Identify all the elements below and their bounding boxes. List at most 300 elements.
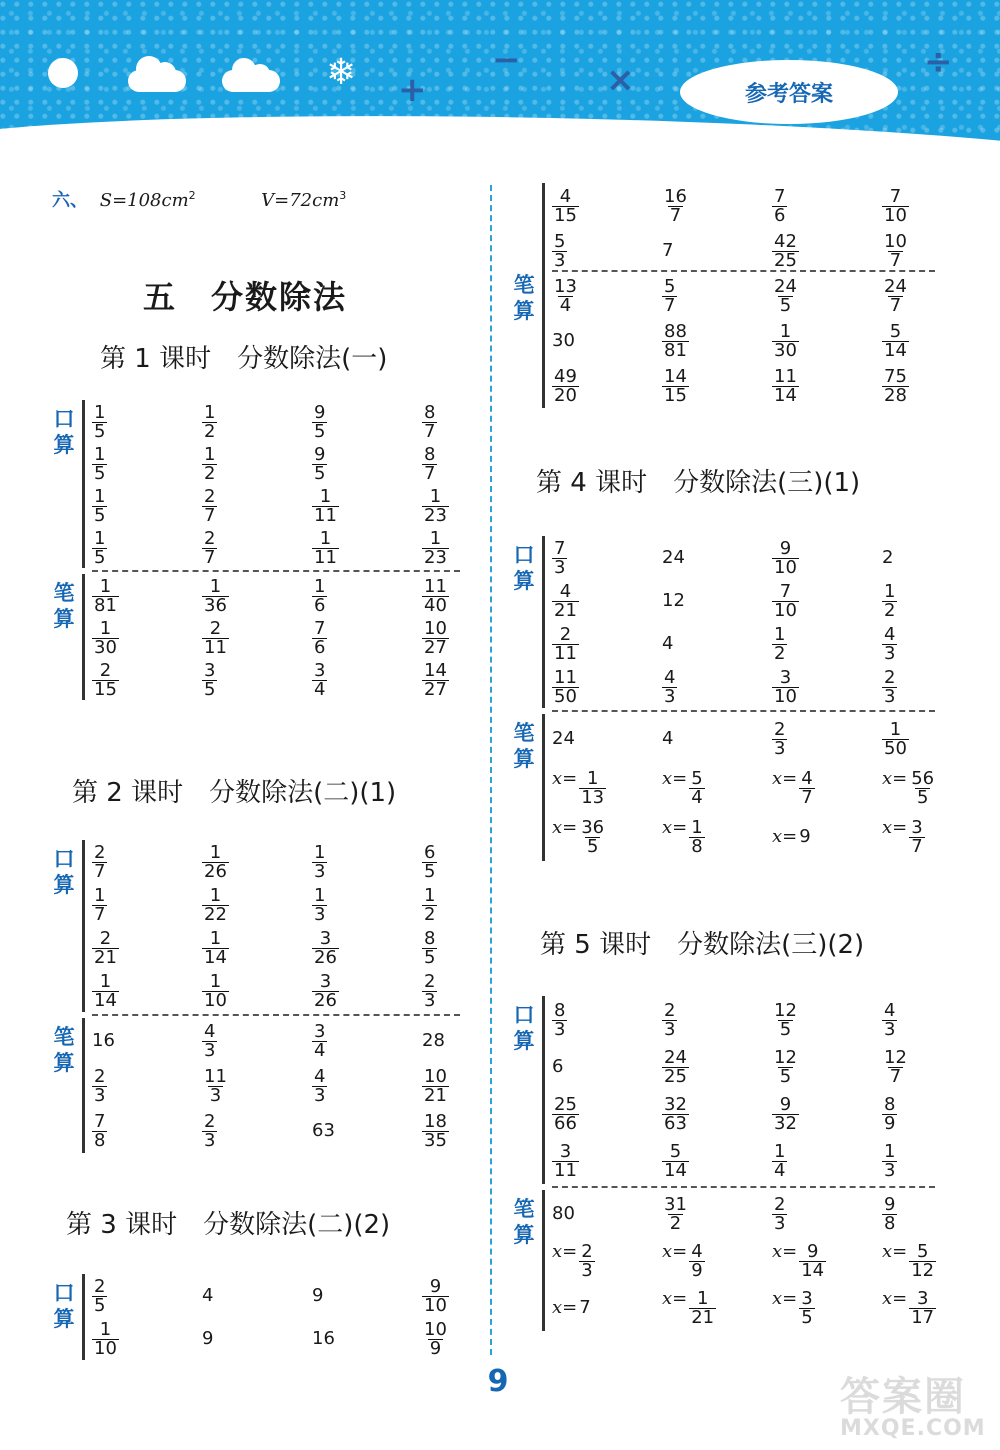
answer-cell — [552, 996, 567, 1043]
numerator: 11 — [204, 1066, 227, 1087]
fraction — [312, 401, 327, 442]
section-bracket-line — [82, 400, 85, 568]
fraction — [662, 669, 677, 706]
section-bracket-line — [542, 183, 545, 408]
numerator: 9 — [314, 443, 326, 465]
answer-cell — [882, 1190, 897, 1237]
integer-value: 80 — [552, 1203, 575, 1224]
denominator: 10 — [94, 1338, 117, 1359]
numerator: 10 — [424, 1319, 447, 1340]
numerator: 1 — [314, 842, 326, 863]
fraction — [312, 930, 339, 967]
numerator: 12 — [774, 1000, 797, 1021]
fraction — [312, 443, 327, 484]
answer-cell — [312, 526, 339, 568]
denominator: 3 — [554, 250, 566, 271]
fraction — [662, 188, 689, 225]
fraction — [312, 1068, 327, 1105]
answer-cell — [202, 969, 229, 1012]
exponent: 2 — [188, 189, 196, 202]
fraction — [552, 278, 579, 315]
answer-cell — [422, 840, 437, 883]
answer-cell — [92, 1317, 119, 1360]
variable-x: x= — [772, 768, 798, 789]
denominator: 5 — [204, 678, 216, 700]
answer-cell — [882, 812, 925, 861]
fraction — [422, 844, 437, 881]
denominator: 7 — [801, 787, 813, 808]
fraction — [202, 1068, 229, 1105]
fraction — [579, 770, 606, 807]
answer-cell — [92, 969, 119, 1012]
fraction — [882, 583, 897, 620]
denominator: 7 — [204, 546, 216, 568]
numerator: 1 — [94, 485, 106, 507]
answer-six — [52, 186, 346, 212]
fraction — [882, 669, 897, 706]
numerator: 1 — [99, 617, 112, 639]
section-separator — [92, 570, 460, 572]
answer-cell — [662, 622, 673, 665]
denominator: 15 — [554, 205, 577, 226]
numerator: 2 — [774, 719, 786, 740]
answer-badge: 参考答案 — [680, 60, 898, 124]
variable-x: x= — [552, 1241, 578, 1262]
answer-cell — [772, 363, 799, 408]
numerator: 18 — [424, 1111, 447, 1132]
answer-cell — [422, 616, 449, 658]
answer-cell — [202, 1063, 229, 1108]
denominator: 8 — [691, 836, 703, 857]
fraction — [772, 1143, 787, 1180]
numerator: 49 — [554, 366, 577, 387]
answer-cell — [422, 1274, 449, 1317]
numerator: 75 — [884, 366, 907, 387]
exponent: 3 — [339, 189, 347, 202]
answer-cell — [422, 883, 437, 926]
numerator: 1 — [314, 885, 326, 906]
numerator: 13 — [554, 276, 577, 297]
fraction — [772, 626, 787, 663]
integer-value: 28 — [422, 1030, 445, 1051]
denominator: 7 — [94, 861, 106, 882]
variable-x: x= — [552, 817, 578, 838]
denominator: 11 — [314, 546, 337, 568]
variable-x: x= — [882, 1241, 908, 1262]
numerator: 1 — [884, 1141, 896, 1162]
numerator: 1 — [424, 885, 436, 906]
fraction — [909, 1243, 936, 1280]
fraction — [422, 575, 449, 616]
answer-cell — [552, 228, 567, 273]
denominator: 4 — [774, 1160, 786, 1181]
numerator: 3 — [319, 928, 332, 949]
answer-cell — [422, 442, 437, 484]
header-curve — [0, 104, 1000, 251]
section-separator — [552, 1186, 935, 1188]
answer-cell — [882, 1043, 909, 1090]
fraction — [689, 819, 704, 856]
fraction — [579, 1243, 594, 1280]
denominator: 3 — [774, 1213, 786, 1234]
denominator: 10 — [884, 205, 907, 226]
fraction — [662, 1143, 689, 1180]
numerator: 1 — [779, 321, 792, 342]
answer-cell — [772, 1190, 787, 1237]
numerator: 1 — [884, 581, 896, 602]
section-separator — [92, 1014, 460, 1016]
fraction — [202, 887, 229, 924]
denominator: 5 — [801, 1307, 813, 1328]
fraction — [92, 1068, 107, 1105]
denominator: 11 — [554, 643, 577, 664]
numerator: 1 — [209, 842, 222, 863]
denominator: 14 — [664, 1160, 687, 1181]
numerator: 4 — [884, 624, 896, 645]
numerator: 24 — [664, 1047, 687, 1068]
answer-cell — [882, 1237, 936, 1284]
surface-area-value: S=108cm — [99, 190, 189, 211]
fraction — [662, 1002, 677, 1039]
answer-cell — [92, 400, 107, 442]
answer-cell — [92, 574, 119, 616]
numerator: 24 — [884, 276, 907, 297]
written-calc-label: 笔 算 — [53, 581, 75, 631]
fraction — [202, 527, 217, 568]
written-calc-label: 笔 算 — [513, 1197, 535, 1247]
chapter-title: 五 分数除法 — [142, 278, 347, 316]
variable-x: x= — [882, 768, 908, 789]
answer-cell — [92, 926, 119, 969]
answer-cell — [882, 763, 936, 812]
denominator: 11 — [204, 636, 227, 658]
denominator: 3 — [581, 1260, 593, 1281]
denominator: 14 — [801, 1260, 825, 1281]
variable-x: x= — [882, 1288, 908, 1309]
numerator: 1 — [204, 443, 216, 465]
fraction — [909, 1290, 936, 1327]
numerator: 9 — [314, 401, 326, 423]
denominator: 63 — [664, 1113, 687, 1134]
answer-cell — [662, 1284, 716, 1331]
fraction — [202, 844, 229, 881]
denominator: 15 — [664, 385, 687, 406]
numerator: 1 — [209, 928, 222, 949]
numerator: 4 — [801, 768, 813, 789]
denominator: 5 — [586, 836, 599, 857]
denominator: 4 — [691, 787, 703, 808]
denominator: 28 — [884, 385, 907, 406]
answer-cell — [422, 400, 437, 442]
fraction — [882, 1143, 897, 1180]
written-calc-label: 笔 算 — [53, 1025, 75, 1075]
fraction — [552, 188, 579, 225]
numerator: 2 — [559, 624, 572, 645]
denominator: 81 — [94, 594, 117, 616]
answer-cell — [552, 318, 575, 363]
section-separator — [552, 710, 935, 712]
fraction — [202, 575, 229, 616]
variable-x: x= — [772, 1288, 798, 1309]
variable-x: x= — [662, 1288, 688, 1309]
denominator: 3 — [554, 557, 566, 578]
denominator: 30 — [94, 636, 117, 658]
numerator: 8 — [424, 401, 436, 423]
lesson-title: 第 2 课时 分数除法(二)(1) — [72, 778, 397, 808]
denominator: 10 — [774, 600, 797, 621]
numerator: 1 — [696, 1288, 709, 1309]
fraction — [772, 1002, 799, 1039]
denominator: 12 — [911, 1260, 935, 1281]
denominator: 81 — [664, 340, 687, 361]
numerator: 56 — [911, 768, 935, 789]
fraction — [662, 1049, 689, 1086]
numerator: 2 — [99, 659, 112, 681]
numerator: 3 — [559, 1141, 572, 1162]
answer-cell — [662, 1043, 689, 1090]
numerator: 8 — [424, 928, 436, 949]
section-bracket-line — [82, 1274, 85, 1360]
denominator: 3 — [664, 686, 676, 707]
denominator: 50 — [554, 686, 577, 707]
answer-cell — [552, 363, 579, 408]
denominator: 3 — [204, 1040, 216, 1061]
variable-x: x= — [662, 817, 688, 838]
answer-cell — [662, 183, 689, 228]
fraction — [202, 617, 229, 658]
numerator: 9 — [779, 538, 792, 559]
denominator: 36 — [204, 594, 227, 616]
answer-cell — [312, 1063, 327, 1108]
fraction — [422, 1278, 449, 1315]
denominator: 21 — [94, 947, 117, 968]
numerator: 7 — [889, 186, 902, 207]
fraction — [799, 1243, 826, 1280]
answer-cell — [662, 536, 685, 579]
denominator: 5 — [779, 1019, 792, 1040]
fraction — [689, 1290, 716, 1327]
fraction — [909, 770, 936, 807]
fraction — [552, 233, 567, 270]
denominator: 5 — [779, 1066, 792, 1087]
numerator: 4 — [314, 1066, 326, 1087]
answer-cell — [662, 763, 705, 812]
numerator: 8 — [884, 1094, 896, 1115]
column-divider — [490, 185, 492, 1355]
answer-six-label: 六、 — [52, 190, 88, 211]
denominator: 26 — [314, 990, 337, 1011]
fraction — [882, 368, 909, 405]
numerator: 2 — [204, 1111, 216, 1132]
numerator: 7 — [779, 581, 792, 602]
answer-cell — [882, 579, 897, 622]
fraction — [772, 1049, 799, 1086]
fraction — [92, 844, 107, 881]
watermark-logo — [840, 1365, 990, 1445]
denominator: 30 — [774, 340, 797, 361]
fraction — [92, 1278, 107, 1315]
fraction — [422, 443, 437, 484]
answer-cell — [662, 273, 677, 318]
denominator: 7 — [669, 205, 682, 226]
answer-cell — [552, 273, 579, 318]
numerator: 4 — [884, 1000, 896, 1021]
fraction — [92, 527, 107, 568]
denominator: 14 — [774, 385, 797, 406]
numerator: 2 — [99, 928, 112, 949]
denominator: 3 — [664, 1019, 676, 1040]
answer-cell — [772, 1043, 799, 1090]
answer-cell — [772, 812, 811, 861]
fraction — [92, 930, 119, 967]
numerator: 2 — [204, 527, 216, 549]
answer-cell — [312, 574, 327, 616]
fraction — [92, 1321, 119, 1358]
fraction — [772, 1096, 799, 1133]
denominator: 7 — [889, 250, 902, 271]
answer-cell — [92, 1274, 107, 1317]
answer-cell — [202, 1018, 217, 1063]
fraction — [422, 617, 449, 658]
denominator: 25 — [774, 250, 797, 271]
fraction — [662, 368, 689, 405]
numerator: 14 — [664, 366, 687, 387]
denominator: 5 — [94, 1295, 106, 1316]
fraction — [92, 887, 107, 924]
fraction — [92, 443, 107, 484]
answer-cell — [202, 883, 229, 926]
denominator: 14 — [884, 340, 907, 361]
answer-cell — [552, 1237, 595, 1284]
numerator: 1 — [691, 817, 703, 838]
denominator: 5 — [94, 504, 106, 526]
answer-cell — [202, 840, 229, 883]
fraction — [882, 1002, 897, 1039]
numerator: 1 — [99, 1319, 112, 1340]
denominator: 7 — [664, 295, 676, 316]
answer-cell — [552, 665, 579, 708]
answer-cell — [882, 273, 909, 318]
header-banner — [0, 0, 1000, 165]
answer-cell — [312, 658, 327, 700]
answer-cell — [772, 714, 787, 763]
numerator: 36 — [581, 817, 605, 838]
denominator: 5 — [314, 420, 326, 442]
numerator: 1 — [429, 485, 442, 507]
fraction — [909, 819, 924, 856]
denominator: 3 — [314, 1085, 326, 1106]
answer-cell — [92, 484, 107, 526]
fraction — [882, 1049, 909, 1086]
numerator: 3 — [314, 1021, 326, 1042]
denominator: 7 — [424, 462, 436, 484]
fraction — [772, 669, 799, 706]
section-bracket-line — [542, 996, 545, 1184]
numerator: 4 — [691, 1241, 703, 1262]
fraction — [799, 770, 814, 807]
numerator: 5 — [554, 231, 566, 252]
answer-cell — [772, 579, 799, 622]
numerator: 2 — [204, 485, 216, 507]
divide-icon: ÷ — [924, 42, 953, 82]
denominator: 7 — [889, 1066, 902, 1087]
numerator: 7 — [774, 186, 786, 207]
fraction — [882, 721, 909, 758]
denominator: 27 — [424, 636, 447, 658]
answer-cell — [92, 840, 107, 883]
fraction — [422, 1113, 449, 1150]
variable-x: x= — [772, 826, 798, 847]
answer-cell — [422, 484, 449, 526]
answer-cell — [312, 1108, 335, 1153]
numerator: 3 — [314, 659, 326, 681]
denominator: 35 — [424, 1130, 447, 1151]
answer-cell — [202, 1274, 213, 1317]
denominator: 14 — [94, 990, 117, 1011]
answer-cell — [772, 665, 799, 708]
fraction — [312, 527, 339, 568]
cloud-icon — [222, 70, 280, 92]
answer-cell — [772, 1090, 799, 1137]
denominator: 2 — [669, 1213, 682, 1234]
denominator: 21 — [554, 600, 577, 621]
answer-cell — [422, 658, 449, 700]
lesson-title: 第 5 课时 分数除法(三)(2) — [540, 930, 865, 960]
numerator: 1 — [209, 885, 222, 906]
numerator: 4 — [664, 667, 676, 688]
variable-x: x= — [882, 817, 908, 838]
denominator: 6 — [774, 205, 786, 226]
oral-calc-label: 口 算 — [53, 407, 75, 457]
numerator: 25 — [554, 1094, 577, 1115]
fraction — [312, 659, 327, 700]
variable-x: x= — [552, 768, 578, 789]
answer-cell — [662, 1190, 689, 1237]
denominator: 5 — [94, 546, 106, 568]
answer-cell — [312, 969, 339, 1012]
numerator: 2 — [664, 1000, 676, 1021]
numerator: 1 — [319, 527, 332, 549]
denominator: 8 — [94, 1130, 106, 1151]
denominator: 3 — [554, 1019, 566, 1040]
denominator: 8 — [884, 1213, 896, 1234]
fraction — [772, 323, 799, 360]
answer-cell — [422, 926, 437, 969]
answer-cell — [662, 714, 673, 763]
answer-cell — [882, 714, 909, 763]
numerator: 1 — [586, 768, 599, 789]
denominator: 27 — [424, 678, 447, 700]
answer-cell — [662, 1137, 689, 1184]
denominator: 7 — [204, 504, 216, 526]
numerator: 1 — [319, 485, 332, 507]
denominator: 4 — [559, 295, 572, 316]
lesson-title: 第 1 课时 分数除法(一) — [100, 344, 388, 374]
variable-x: x= — [772, 1241, 798, 1262]
answer-cell — [92, 526, 107, 568]
denominator: 26 — [204, 861, 227, 882]
denominator: 2 — [204, 462, 216, 484]
integer-value: 2 — [882, 547, 894, 568]
variable-x: x= — [662, 1241, 688, 1262]
fraction — [312, 617, 327, 658]
denominator: 11 — [314, 504, 337, 526]
answer-cell — [312, 1274, 323, 1317]
numerator: 10 — [424, 1066, 447, 1087]
answer-cell — [662, 1237, 705, 1284]
answer-cell — [422, 1018, 445, 1063]
answer-cell — [312, 926, 339, 969]
